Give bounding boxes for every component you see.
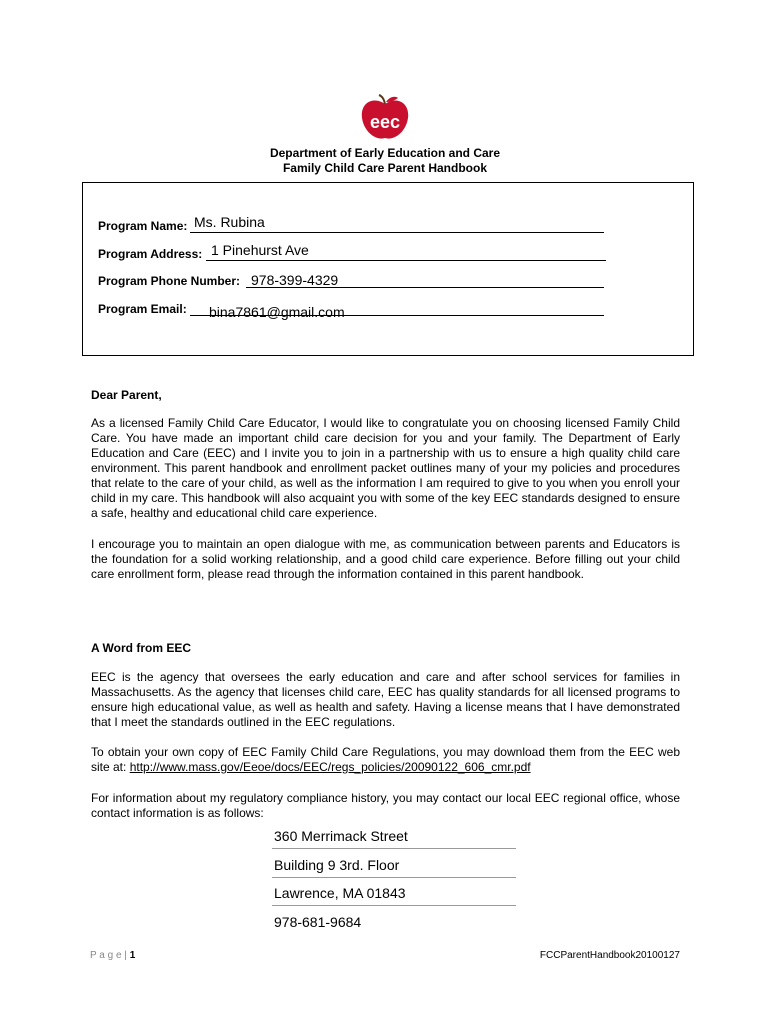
handbook-title: Family Child Care Parent Handbook xyxy=(282,161,488,175)
eec-agency-paragraph: EEC is the agency that oversees the early education and care and after school services for families in Massachusetts. As the agency that licenses child care, EEC has quality standards for all licensed programs to ensure high educational value, as well as health and safety. Having a license means that I have demonstrated that I meet the standards outlined in the EEC regulations. xyxy=(91,670,680,729)
program-email-label: Program Email: xyxy=(98,302,187,316)
regulations-link[interactable]: http://www.mass.gov/Eeoe/docs/EEC/regs_policies/20090122_606_cmr.pdf xyxy=(129,760,531,774)
page-indicator: P a g e | 1 xyxy=(90,950,136,961)
greeting: Dear Parent, xyxy=(91,388,162,402)
program-info-box xyxy=(82,182,694,356)
program-address-field[interactable]: 1 Pinehurst Ave xyxy=(211,242,309,258)
office-phone: 978-681-9684 xyxy=(274,914,362,930)
office-city-line xyxy=(272,905,516,906)
program-address-line xyxy=(206,260,606,261)
office-street: 360 Merrimack Street xyxy=(274,828,408,844)
office-building: Building 9 3rd. Floor xyxy=(274,857,400,873)
office-street-line xyxy=(272,848,516,849)
program-phone-label: Program Phone Number: xyxy=(98,274,241,288)
program-address-label: Program Address: xyxy=(98,247,203,261)
regulations-text: To obtain your own copy of EEC Family Child Care Regulations, you may download them from the EEC web site at: xyxy=(91,745,680,774)
office-building-line xyxy=(272,877,516,878)
eec-logo xyxy=(356,94,414,142)
page-label: P a g e xyxy=(90,950,122,961)
intro-paragraph: As a licensed Family Child Care Educator, I would like to congratulate you on choosing licensed Family Child Care. You have made an important child care decision for you and your family. The Department of Early Education and Care (EEC) and I invite you to join in a partnership with us to ensure a high quality child care environment. This parent handbook and enrollment packet outlines many of your my policies and procedures that relate to the care of your child, as well as the information I am required to give to you when you enroll your child in my care. This handbook will also acquaint you with some of the key EEC standards designed to ensure a safe, healthy and educational child care experience. xyxy=(91,416,680,520)
logo-text: eec xyxy=(369,112,401,132)
program-email-field[interactable]: bina7861@gmail.com xyxy=(209,304,345,320)
department-title: Department of Early Education and Care xyxy=(269,146,501,160)
document-id: FCCParentHandbook20100127 xyxy=(539,950,680,961)
eec-section-heading: A Word from EEC xyxy=(91,641,192,655)
compliance-paragraph: For information about my regulatory compliance history, you may contact our local EEC regional office, whose contact information is as follows: xyxy=(91,791,680,820)
program-name-field[interactable]: Ms. Rubina xyxy=(194,214,265,230)
office-city: Lawrence, MA 01843 xyxy=(274,885,406,901)
program-name-line xyxy=(190,232,604,233)
page-number: 1 xyxy=(129,950,136,961)
program-phone-field[interactable]: 978-399-4329 xyxy=(251,272,339,288)
dialogue-paragraph: I encourage you to maintain an open dialogue with me, as communication between parents and Educators is the foundation for a solid working relationship, and a good child care experience. Before filling out your child care enrollment form, please read through the information contained in this parent handbook. xyxy=(91,537,680,581)
program-name-label: Program Name: xyxy=(98,219,188,233)
regulations-paragraph xyxy=(91,745,680,775)
